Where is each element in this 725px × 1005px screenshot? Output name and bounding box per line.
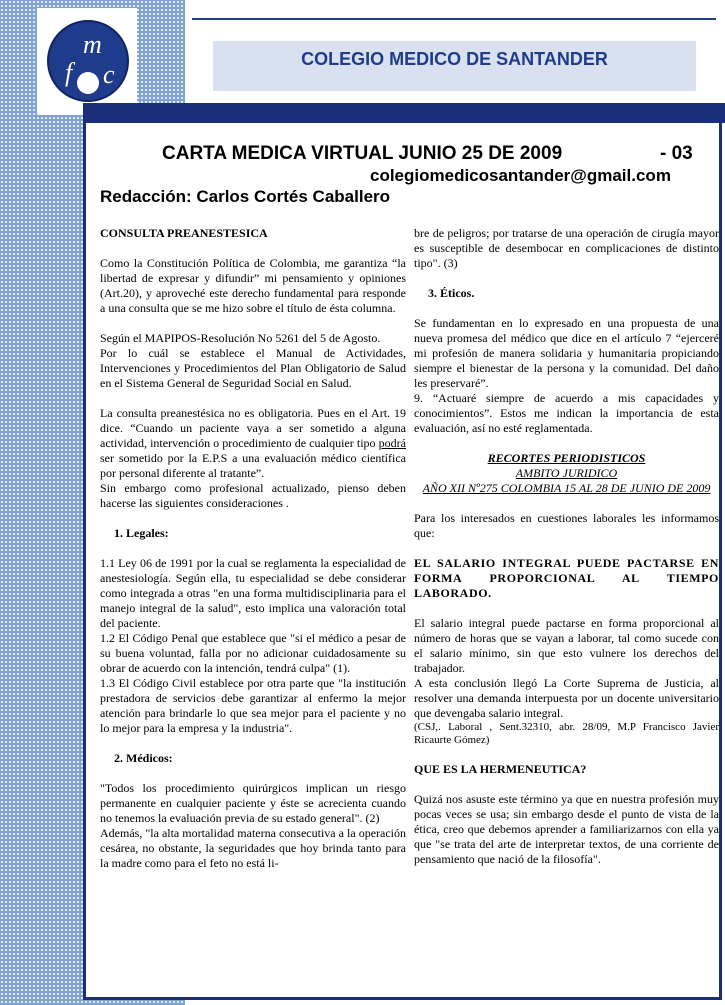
logo (37, 8, 137, 115)
paragraph: Según el MAPIPOS-Resolución No 5261 del 5 de Agosto. (100, 331, 381, 345)
subsection-heading: 3. Éticos. (428, 286, 475, 300)
logo-letter-f: f (65, 58, 73, 87)
paragraph: Para los interesados en cuestiones laborales les informamos que: (414, 511, 719, 540)
paragraph: "Todos los procedimiento quirúrgicos implican un riesgo permanente en cualquier paciente y éste se acrecienta cuando no tenemos la evaluación previa de su estado general". (2) (100, 781, 406, 825)
clippings-edition: AÑO XII Nº275 COLOMBIA 15 AL 28 DE JUNIO DE 2009 (422, 481, 711, 495)
clippings-title: RECORTES PERIODISTICOS (487, 451, 646, 465)
editor-credit: Redacción: Carlos Cortés Caballero (100, 187, 391, 206)
paragraph: A esta conclusión llegó La Corte Suprema de Justicia, al resolver una demanda interpuesta por un docente universitario que devengaba salario integral. (414, 676, 719, 720)
contact-email[interactable]: colegiomedicosantander@gmail.com (370, 166, 671, 185)
logo-letter-m: m (83, 30, 102, 59)
paragraph: Por lo cuál se establece el Manual de Actividades, Intervenciones y Procedimientos del Plan Obligatorio de Salud en el Sistema General de Seguridad Social en Salud. (100, 346, 406, 390)
header-rule (192, 18, 716, 20)
org-title: COLEGIO MEDICO DE SANTANDER (301, 49, 608, 69)
paragraph: 1.1 Ley 06 de 1991 por la cual se reglamenta la especialidad de anestesiología. Según ella, tu especialidad se debe considerar como integrada a otras "en una forma multidisciplinaria para el manejo integral de la salud", esto implica una valoración total del paciente. (100, 556, 406, 630)
subsection-heading: 2. Médicos: (114, 751, 173, 765)
issue-number: - 03 (660, 143, 693, 164)
article-heading: EL SALARIO INTEGRAL PUEDE PACTARSE EN FORMA PROPORCIONAL AL TIEMPO LABORADO. (414, 556, 719, 600)
newsletter-title: CARTA MEDICA VIRTUAL JUNIO 25 DE 2009 (162, 143, 563, 164)
clippings-source: AMBITO JURIDICO (515, 466, 618, 480)
paragraph: Sin embargo como profesional actualizado, pienso deben hacerse las siguientes consideraciones . (100, 481, 406, 510)
paragraph: Quizá nos asuste este término ya que en nuestra profesión muy pocas veces se usa; sin embargo desde el punto de vista de la ética, creo que debemos aprender a familiarizarnos con ella ya que "se trata del arte de interpretar textos, de una corriente de pensamiento que nació de la filosofía". (414, 792, 719, 866)
dotted-margin-pattern (0, 120, 83, 1005)
right-column (414, 226, 719, 867)
subsection-heading: 1. Legales: (114, 526, 169, 540)
paragraph: Además, "la alta mortalidad materna consecutiva a la operación cesárea, no obstante, la seguridades que hoy brinda tanto para la madre como para el feto no está li- (100, 826, 406, 870)
paragraph: 9. “Actuaré siempre de acuerdo a mis capacidades y conocimientos”. Estos me indican la importancia de esta evaluación, así no esté reglamentada. (414, 391, 719, 435)
navy-bar (83, 103, 725, 123)
paragraph: Como la Constitución Política de Colombia, me garantiza “la libertad de expresar y difundir” mi pensamiento y opiniones (Art.20), y aproveché este derecho fundamental para responde a una consulta que se me hizo sobre el título de ésta columna. (100, 256, 406, 315)
paragraph: 1.3 El Código Civil establece por otra parte que "la institución prestadora de servicios debe garantizar al enfermo la mejor atención para brindarle lo que sea mejor para el paciente y no lo mejor para la empresa y la industria". (100, 676, 406, 735)
paragraph: 1.2 El Código Penal que establece que "si el médico a pesar de su buena voluntad, falla por no adicionar cuidadosamente su obrar de acuerdo con la intención, tendrá culpa" (1). (100, 631, 406, 675)
section-heading: CONSULTA PREANESTESICA (100, 226, 268, 240)
paragraph: bre de peligros; por tratarse de una operación de cirugía mayor es susceptible de desembocar en complicaciones de distinto tipo". (3) (414, 226, 719, 270)
article-heading: QUE ES LA HERMENEUTICA? (414, 762, 587, 776)
paragraph: El salario integral puede pactarse en forma proporcional al número de horas que se vayan a laborar, tal como sucede con el salario mínimo, sin que esto vulnere los derechos del trabajador. (414, 616, 719, 675)
logo-seal (47, 20, 129, 102)
caduceus-icon (77, 72, 99, 94)
citation: (CSJ,. Laboral , Sent.32310, abr. 28/09, M.P Francisco Javier Ricaurte Gómez) (414, 721, 719, 746)
paragraph: La consulta preanestésica no es obligatoria. Pues en el Art. 19 dice. “Cuando un paciente vaya a ser sometido a alguna actividad, intervención o procedimiento de cualquier tipo podrá ser sometido por la E.P.S a una evaluación médico científica por personal diferente al tratante”. (100, 406, 406, 480)
logo-letter-c: c (103, 60, 115, 89)
paragraph: Se fundamentan en lo expresado en una propuesta de una nueva promesa del médico que dice en el artículo 7 “ejerceré mi profesión de manera solidaria y humanitaria propiciando siempre el bienestar de la persona y la comunidad. Del daño les preservaré”. (414, 316, 719, 390)
left-column (100, 226, 406, 871)
